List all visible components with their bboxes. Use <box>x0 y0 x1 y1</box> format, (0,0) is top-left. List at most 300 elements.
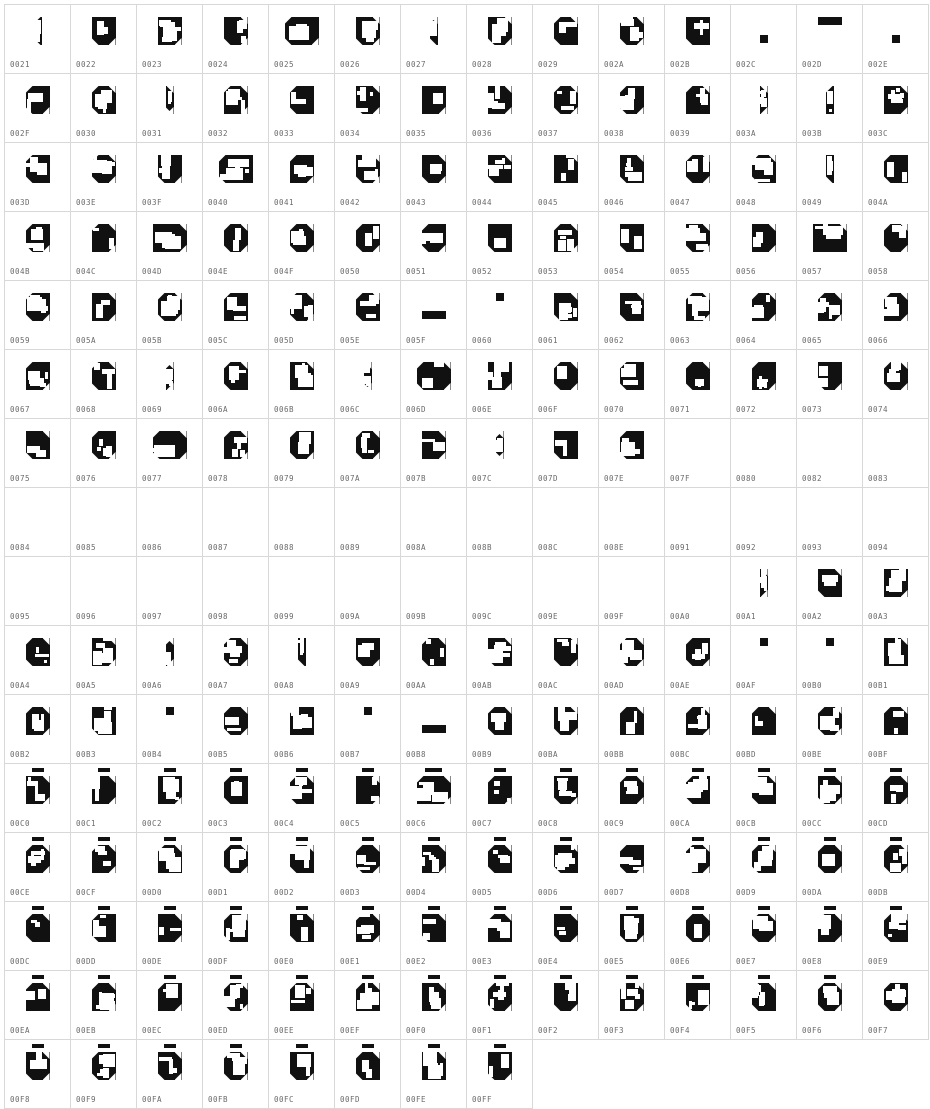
glyph-cell[interactable] <box>731 971 797 1040</box>
glyph-cell[interactable] <box>5 212 71 281</box>
glyph-cell[interactable] <box>71 971 137 1040</box>
glyph-cell[interactable] <box>137 143 203 212</box>
glyph-art <box>488 15 512 45</box>
glyph-cell[interactable] <box>137 419 203 488</box>
glyph-cell[interactable] <box>599 419 665 488</box>
glyph-cell[interactable] <box>599 626 665 695</box>
glyph-preview <box>401 1042 466 1088</box>
glyph-cell[interactable] <box>467 695 533 764</box>
glyph-cell[interactable] <box>467 1040 533 1109</box>
glyph-preview <box>731 766 796 812</box>
glyph-cell[interactable] <box>137 5 203 74</box>
glyph-cell[interactable] <box>203 1040 269 1109</box>
glyph-cell[interactable] <box>533 74 599 143</box>
glyph-cell[interactable] <box>401 350 467 419</box>
glyph-code-label: 002C <box>736 60 757 69</box>
glyph-cell[interactable] <box>335 281 401 350</box>
glyph-cell[interactable] <box>665 5 731 74</box>
glyph-cell[interactable] <box>665 626 731 695</box>
glyph-cell[interactable] <box>797 695 863 764</box>
glyph-cell[interactable] <box>203 5 269 74</box>
glyph-cell[interactable] <box>269 1040 335 1109</box>
glyph-cell[interactable] <box>137 74 203 143</box>
glyph-cell[interactable] <box>137 626 203 695</box>
glyph-art <box>290 705 314 735</box>
glyph-code-label: 0050 <box>340 267 361 276</box>
glyph-cell[interactable] <box>269 419 335 488</box>
glyph-cell[interactable] <box>533 143 599 212</box>
glyph-cell[interactable] <box>863 695 929 764</box>
glyph-preview <box>665 76 730 122</box>
glyph-cell[interactable] <box>863 764 929 833</box>
glyph-cell[interactable] <box>863 557 929 626</box>
glyph-cell[interactable] <box>665 764 731 833</box>
glyph-cell[interactable] <box>137 350 203 419</box>
glyph-cell[interactable] <box>665 74 731 143</box>
glyph-cell[interactable] <box>533 557 599 626</box>
glyph-cell[interactable] <box>533 833 599 902</box>
glyph-code-label: 0054 <box>604 267 625 276</box>
glyph-cell[interactable] <box>71 626 137 695</box>
glyph-cell[interactable] <box>5 557 71 626</box>
glyph-cell[interactable] <box>401 1040 467 1109</box>
glyph-art <box>620 360 644 390</box>
glyph-cell[interactable] <box>137 557 203 626</box>
glyph-cell[interactable] <box>533 419 599 488</box>
glyph-cell[interactable] <box>5 971 71 1040</box>
glyph-cell[interactable] <box>269 143 335 212</box>
glyph-cell[interactable] <box>269 212 335 281</box>
glyph-preview <box>731 628 796 674</box>
glyph-code-label: 00E3 <box>472 957 493 966</box>
glyph-cell[interactable] <box>533 281 599 350</box>
glyph-preview <box>203 835 268 881</box>
glyph-code-label: 00BB <box>604 750 625 759</box>
glyph-code-label: 004C <box>76 267 97 276</box>
glyph-cell[interactable] <box>467 212 533 281</box>
glyph-preview <box>71 697 136 743</box>
glyph-code-label: 00D9 <box>736 888 757 897</box>
glyph-cell[interactable] <box>599 5 665 74</box>
glyph-cell[interactable] <box>203 557 269 626</box>
glyph-cell[interactable] <box>599 833 665 902</box>
glyph-cell[interactable] <box>5 5 71 74</box>
glyph-cell[interactable] <box>533 695 599 764</box>
glyph-code-label: 00FD <box>340 1095 361 1104</box>
glyph-cell[interactable] <box>5 1040 71 1109</box>
glyph-cell[interactable] <box>71 5 137 74</box>
glyph-code-label: 00CD <box>868 819 889 828</box>
glyph-cell[interactable] <box>335 350 401 419</box>
glyph-cell[interactable] <box>269 557 335 626</box>
glyph-preview <box>533 904 598 950</box>
glyph-cell[interactable] <box>599 74 665 143</box>
glyph-cell[interactable] <box>863 488 929 557</box>
glyph-cell[interactable] <box>401 74 467 143</box>
glyph-cell[interactable] <box>863 143 929 212</box>
glyph-cell[interactable] <box>203 971 269 1040</box>
glyph-cell[interactable] <box>797 350 863 419</box>
glyph-cell[interactable] <box>467 281 533 350</box>
glyph-preview <box>137 421 202 467</box>
glyph-cell[interactable] <box>401 557 467 626</box>
glyph-cell[interactable] <box>71 902 137 971</box>
glyph-cell[interactable] <box>5 488 71 557</box>
glyph-code-label: 00A8 <box>274 681 295 690</box>
glyph-cell[interactable] <box>137 695 203 764</box>
glyph-cell[interactable] <box>797 281 863 350</box>
glyph-preview <box>533 628 598 674</box>
glyph-cell[interactable] <box>731 212 797 281</box>
glyph-code-label: 0045 <box>538 198 559 207</box>
glyph-cell[interactable] <box>665 212 731 281</box>
glyph-preview <box>401 76 466 122</box>
glyph-cell[interactable] <box>335 695 401 764</box>
glyph-cell[interactable] <box>797 833 863 902</box>
glyph-cell[interactable] <box>665 143 731 212</box>
glyph-cell[interactable] <box>863 350 929 419</box>
glyph-cell[interactable] <box>797 74 863 143</box>
glyph-cell[interactable] <box>731 833 797 902</box>
glyph-cell[interactable] <box>401 419 467 488</box>
glyph-art <box>26 705 50 735</box>
glyph-cell[interactable] <box>203 626 269 695</box>
glyph-cell[interactable] <box>665 488 731 557</box>
glyph-cell[interactable] <box>731 281 797 350</box>
glyph-cell[interactable] <box>731 419 797 488</box>
glyph-cell[interactable] <box>5 833 71 902</box>
glyph-code-label: 00FF <box>472 1095 493 1104</box>
glyph-preview <box>467 973 532 1019</box>
glyph-preview <box>665 766 730 812</box>
glyph-cell[interactable] <box>137 212 203 281</box>
glyph-cell[interactable] <box>269 5 335 74</box>
glyph-cell[interactable] <box>797 971 863 1040</box>
glyph-cell[interactable] <box>731 695 797 764</box>
glyph-cell[interactable] <box>599 695 665 764</box>
glyph-code-label: 0063 <box>670 336 691 345</box>
glyph-cell[interactable] <box>797 5 863 74</box>
glyph-cell[interactable] <box>401 764 467 833</box>
glyph-preview <box>665 904 730 950</box>
glyph-cell[interactable] <box>203 281 269 350</box>
glyph-cell[interactable] <box>467 971 533 1040</box>
glyph-cell[interactable] <box>71 1040 137 1109</box>
glyph-cell[interactable] <box>5 419 71 488</box>
glyph-preview <box>269 904 334 950</box>
glyph-art <box>686 636 710 666</box>
glyph-cell[interactable] <box>401 695 467 764</box>
glyph-cell[interactable] <box>863 419 929 488</box>
glyph-art <box>92 912 116 942</box>
glyph-cell[interactable] <box>401 902 467 971</box>
glyph-cell[interactable] <box>203 488 269 557</box>
glyph-cell[interactable] <box>665 902 731 971</box>
glyph-cell[interactable] <box>863 212 929 281</box>
glyph-cell[interactable] <box>5 902 71 971</box>
glyph-cell[interactable] <box>71 557 137 626</box>
glyph-cell[interactable] <box>203 143 269 212</box>
glyph-art <box>488 1050 512 1080</box>
glyph-cell[interactable] <box>71 488 137 557</box>
glyph-cell[interactable] <box>599 764 665 833</box>
glyph-code-label: 003D <box>10 198 31 207</box>
glyph-cell[interactable] <box>335 626 401 695</box>
glyph-cell[interactable] <box>401 488 467 557</box>
glyph-art <box>818 912 842 942</box>
glyph-cell[interactable] <box>71 74 137 143</box>
glyph-cell[interactable] <box>335 557 401 626</box>
glyph-cell[interactable] <box>269 281 335 350</box>
glyph-art <box>422 705 446 735</box>
glyph-cell[interactable] <box>203 833 269 902</box>
glyph-cell[interactable] <box>401 971 467 1040</box>
glyph-code-label: 00C2 <box>142 819 163 828</box>
glyph-code-label: 002E <box>868 60 889 69</box>
glyph-cell[interactable] <box>269 833 335 902</box>
glyph-cell[interactable] <box>137 833 203 902</box>
glyph-cell[interactable] <box>467 488 533 557</box>
glyph-cell[interactable] <box>797 419 863 488</box>
glyph-code-label: 00D1 <box>208 888 229 897</box>
glyph-cell[interactable] <box>467 350 533 419</box>
glyph-cell[interactable] <box>599 143 665 212</box>
glyph-cell[interactable] <box>203 419 269 488</box>
glyph-code-label: 009F <box>604 612 625 621</box>
glyph-art <box>554 360 578 390</box>
glyph-cell[interactable] <box>335 143 401 212</box>
glyph-code-label: 005A <box>76 336 97 345</box>
glyph-cell[interactable] <box>71 212 137 281</box>
glyph-cell[interactable] <box>335 902 401 971</box>
glyph-cell[interactable] <box>71 281 137 350</box>
glyph-cell[interactable] <box>731 626 797 695</box>
glyph-cell[interactable] <box>533 971 599 1040</box>
glyph-cell[interactable] <box>533 764 599 833</box>
glyph-cell[interactable] <box>467 626 533 695</box>
glyph-preview <box>137 145 202 191</box>
glyph-cell[interactable] <box>533 626 599 695</box>
glyph-cell[interactable] <box>731 557 797 626</box>
glyph-cell[interactable] <box>71 419 137 488</box>
glyph-cell[interactable] <box>5 764 71 833</box>
glyph-cell[interactable] <box>731 764 797 833</box>
glyph-cell[interactable] <box>863 74 929 143</box>
glyph-cell[interactable] <box>203 902 269 971</box>
glyph-cell[interactable] <box>797 212 863 281</box>
glyph-art <box>158 912 182 942</box>
glyph-cell[interactable] <box>533 212 599 281</box>
glyph-cell[interactable] <box>335 833 401 902</box>
glyph-art <box>158 774 182 804</box>
glyph-preview <box>203 76 268 122</box>
glyph-cell[interactable] <box>665 695 731 764</box>
glyph-cell[interactable] <box>863 5 929 74</box>
glyph-cell[interactable] <box>467 5 533 74</box>
glyph-cell[interactable] <box>731 5 797 74</box>
glyph-code-label: 00A0 <box>670 612 691 621</box>
glyph-cell[interactable] <box>665 971 731 1040</box>
glyph-cell[interactable] <box>71 764 137 833</box>
glyph-cell[interactable] <box>5 281 71 350</box>
glyph-cell[interactable] <box>599 281 665 350</box>
glyph-cell[interactable] <box>5 626 71 695</box>
glyph-cell[interactable] <box>533 350 599 419</box>
glyph-cell[interactable] <box>665 557 731 626</box>
glyph-art <box>620 84 644 114</box>
glyph-cell[interactable] <box>665 419 731 488</box>
glyph-code-label: 0067 <box>10 405 31 414</box>
glyph-cell[interactable] <box>401 833 467 902</box>
glyph-cell[interactable] <box>269 74 335 143</box>
glyph-preview <box>269 1042 334 1088</box>
glyph-code-label: 0034 <box>340 129 361 138</box>
glyph-cell[interactable] <box>5 74 71 143</box>
glyph-cell[interactable] <box>467 833 533 902</box>
glyph-cell[interactable] <box>467 74 533 143</box>
glyph-cell[interactable] <box>797 764 863 833</box>
glyph-preview <box>335 421 400 467</box>
glyph-cell[interactable] <box>137 488 203 557</box>
glyph-cell[interactable] <box>467 557 533 626</box>
glyph-cell[interactable] <box>599 971 665 1040</box>
glyph-cell[interactable] <box>665 833 731 902</box>
glyph-art <box>554 912 578 942</box>
glyph-cell[interactable] <box>401 212 467 281</box>
glyph-cell[interactable] <box>731 488 797 557</box>
glyph-cell[interactable] <box>269 902 335 971</box>
glyph-cell[interactable] <box>335 74 401 143</box>
glyph-cell[interactable] <box>665 281 731 350</box>
glyph-cell[interactable] <box>731 74 797 143</box>
glyph-cell[interactable] <box>797 902 863 971</box>
glyph-code-label: 0022 <box>76 60 97 69</box>
glyph-preview <box>599 145 664 191</box>
glyph-cell[interactable] <box>5 695 71 764</box>
glyph-cell[interactable] <box>335 212 401 281</box>
glyph-cell[interactable] <box>269 488 335 557</box>
glyph-cell[interactable] <box>335 488 401 557</box>
glyph-cell[interactable] <box>269 971 335 1040</box>
glyph-cell[interactable] <box>599 488 665 557</box>
glyph-code-label: 0052 <box>472 267 493 276</box>
glyph-cell[interactable] <box>203 212 269 281</box>
glyph-cell[interactable] <box>467 419 533 488</box>
glyph-cell[interactable] <box>137 1040 203 1109</box>
glyph-cell[interactable] <box>533 488 599 557</box>
glyph-cell[interactable] <box>533 5 599 74</box>
glyph-cell[interactable] <box>797 488 863 557</box>
glyph-cell[interactable] <box>599 902 665 971</box>
glyph-cell[interactable] <box>269 626 335 695</box>
glyph-cell[interactable] <box>203 695 269 764</box>
glyph-code-label: 0092 <box>736 543 757 552</box>
glyph-preview <box>203 214 268 260</box>
glyph-cell[interactable] <box>797 626 863 695</box>
glyph-cell[interactable] <box>335 419 401 488</box>
glyph-code-label: 008A <box>406 543 427 552</box>
glyph-code-label: 00A2 <box>802 612 823 621</box>
glyph-cell[interactable] <box>71 695 137 764</box>
glyph-cell[interactable] <box>665 350 731 419</box>
glyph-cell[interactable] <box>203 764 269 833</box>
glyph-art <box>422 636 446 666</box>
glyph-cell[interactable] <box>863 971 929 1040</box>
glyph-art <box>686 84 710 114</box>
glyph-cell[interactable] <box>71 143 137 212</box>
glyph-preview <box>5 283 70 329</box>
glyph-cell[interactable] <box>467 902 533 971</box>
glyph-art <box>752 360 776 390</box>
glyph-cell[interactable] <box>71 350 137 419</box>
glyph-cell[interactable] <box>401 143 467 212</box>
glyph-art <box>554 705 578 735</box>
glyph-cell[interactable] <box>599 557 665 626</box>
glyph-cell[interactable] <box>203 74 269 143</box>
glyph-cell[interactable] <box>335 764 401 833</box>
glyph-cell[interactable] <box>731 902 797 971</box>
glyph-cell[interactable] <box>203 350 269 419</box>
glyph-preview <box>401 421 466 467</box>
glyph-code-label: 00BD <box>736 750 757 759</box>
glyph-code-label: 0077 <box>142 474 163 483</box>
glyph-code-label: 00D3 <box>340 888 361 897</box>
glyph-cell[interactable] <box>731 143 797 212</box>
glyph-cell[interactable] <box>599 212 665 281</box>
glyph-code-label: 0075 <box>10 474 31 483</box>
glyph-cell[interactable] <box>797 143 863 212</box>
glyph-cell[interactable] <box>467 143 533 212</box>
glyph-cell[interactable] <box>137 764 203 833</box>
glyph-cell[interactable] <box>533 902 599 971</box>
glyph-cell[interactable] <box>137 281 203 350</box>
glyph-cell[interactable] <box>137 971 203 1040</box>
glyph-cell[interactable] <box>731 350 797 419</box>
glyph-cell[interactable] <box>863 833 929 902</box>
glyph-code-label: 006E <box>472 405 493 414</box>
glyph-art <box>158 981 182 1011</box>
glyph-code-label: 00F4 <box>670 1026 691 1035</box>
glyph-cell[interactable] <box>269 695 335 764</box>
glyph-cell[interactable] <box>269 764 335 833</box>
glyph-cell[interactable] <box>5 143 71 212</box>
glyph-cell[interactable] <box>467 764 533 833</box>
glyph-cell[interactable] <box>797 557 863 626</box>
glyph-cell[interactable] <box>599 350 665 419</box>
glyph-cell[interactable] <box>137 902 203 971</box>
glyph-art <box>752 912 776 942</box>
glyph-cell[interactable] <box>335 5 401 74</box>
glyph-art <box>166 705 174 735</box>
glyph-art <box>356 774 380 804</box>
glyph-cell[interactable] <box>401 281 467 350</box>
glyph-cell[interactable] <box>269 350 335 419</box>
glyph-art <box>224 912 248 942</box>
glyph-cell[interactable] <box>5 350 71 419</box>
glyph-cell[interactable] <box>401 5 467 74</box>
glyph-code-label: 0095 <box>10 612 31 621</box>
glyph-cell[interactable] <box>71 833 137 902</box>
glyph-cell[interactable] <box>335 1040 401 1109</box>
glyph-cell[interactable] <box>335 971 401 1040</box>
glyph-cell[interactable] <box>863 902 929 971</box>
glyph-cell[interactable] <box>863 626 929 695</box>
glyph-cell[interactable] <box>401 626 467 695</box>
glyph-code-label: 00E2 <box>406 957 427 966</box>
glyph-art <box>818 15 842 45</box>
glyph-art <box>818 843 842 873</box>
glyph-cell[interactable] <box>863 281 929 350</box>
